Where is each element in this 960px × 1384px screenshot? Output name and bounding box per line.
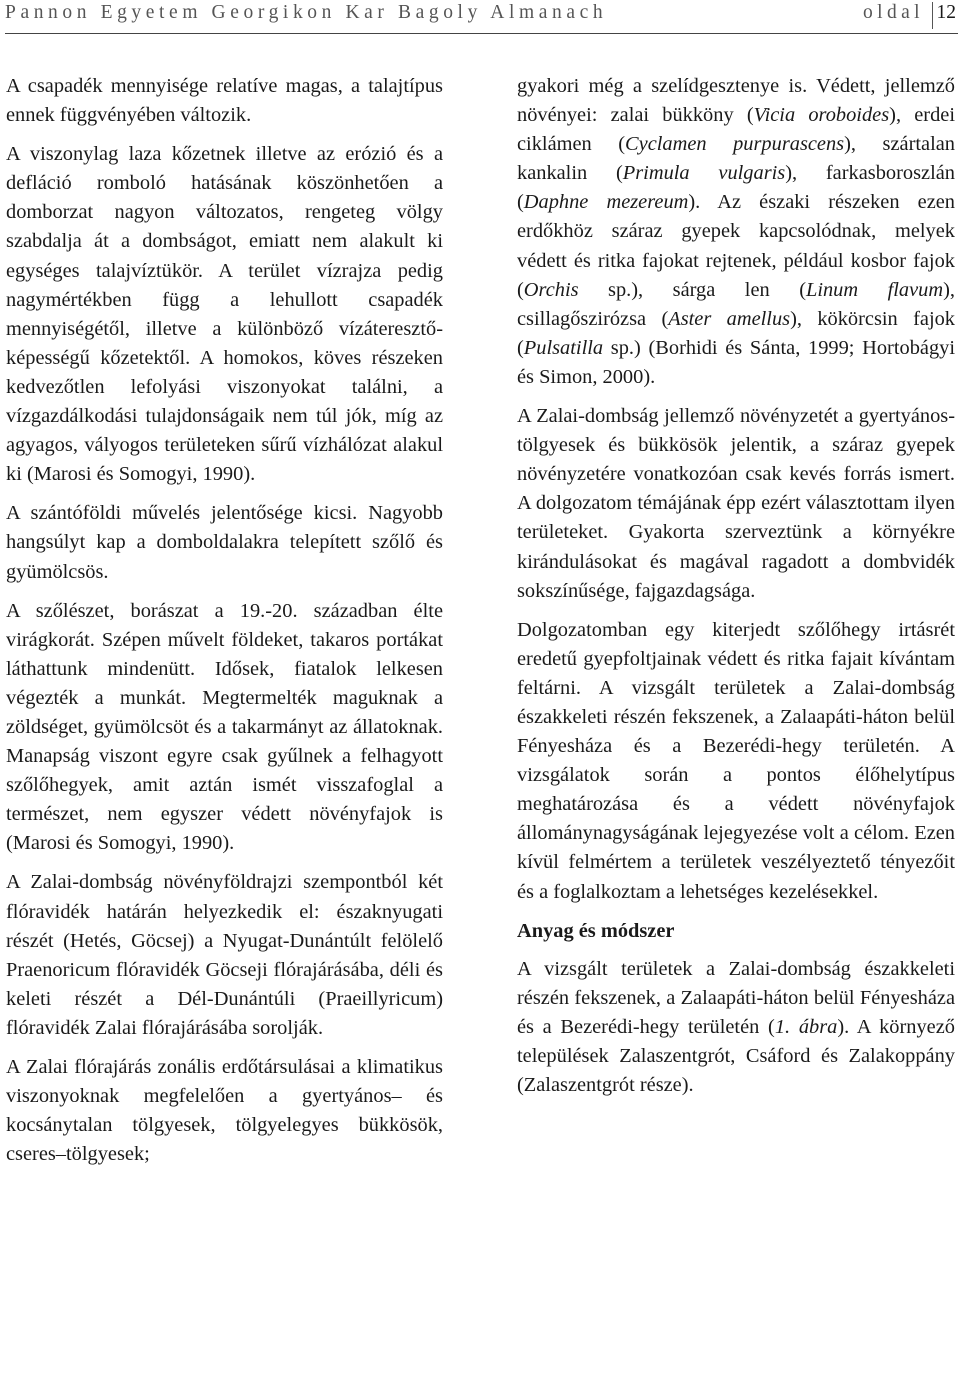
- paragraph: A csapadék mennyisége relatíve magas, a talajtípus ennek függvényében változik.: [6, 75, 443, 127]
- text-run: sp.), sárga len (: [578, 278, 806, 301]
- text-run: ), erdei ciklámen (: [517, 104, 956, 156]
- text-run: ). Az északi részeken ezen erdőkhöz száraz gyepek kapcsolódnak, melyek védett és ritka fajokat rejtenek, például kosbor fajok (: [517, 191, 955, 301]
- text-run: ), kökörcsin fajok (: [517, 307, 956, 359]
- page-number: 12: [936, 2, 956, 23]
- paragraph: A Zalai-dombság jellemző növényzetét a gyertyános-tölgyesek és bükkösök jelentik, a száraz gyepek növényzetére vonatkozóan csak kevés forrás ismert. A dolgozatom témájának épp ezért választottam ilyen területeket. Gyakorta szerveztünk a környékre kirándulásokat és magával ragadott a dombvidék sokszínűsége, fajgazdagsága.: [517, 405, 955, 602]
- text-run: sp.) (Borhidi és Sánta, 1999; Hortobágyi és Simon, 2000).: [517, 336, 955, 388]
- text-run: A vizsgált területek a Zalai-dombság északkeleti részén fekszenek, a Zalaapáti-háton belül Fényesháza és a Bezerédi-hegy területén (: [517, 957, 955, 1038]
- journal-title: Pannon Egyetem Georgikon Kar Bagoly Almanach: [5, 2, 608, 23]
- species-name: Vicia oroboides: [753, 104, 890, 127]
- header-rule: [5, 33, 958, 34]
- paragraph: A Zalai-dombság növényföldrajzi szempontból két flóravidék határán helyezkedik el: északnyugati részét (Hetés, Göcsej) a Nyugat-Dunántúlt felölelő Praenoricum flóravidék Göcseji flórajárásába, déli és keleti részét a Dél-Dunántúli (Praeillyricum) flóravidék Zalai flórajárásába sorolják.: [6, 871, 443, 1039]
- paragraph: [517, 72, 955, 392]
- species-name: Pulsatilla: [523, 336, 604, 359]
- paragraph: A szőlészet, borászat a 19.-20. században élte virágkorát. Szépen művelt földeket, takaros portákat láthattunk mindenütt. Idősek, fiatalok lelkesen végezték a munkát. Megtermelték maguknak a zöldséget, gyümölcsöt és a takarmányt az állatoknak. Manapság viszont egyre csak gyűlnek a felhagyott szőlőhegyek, amit aztán ismét visszafoglal a természet, nem egyszer védett növényfajok is (Marosi és Somogyi, 1990).: [6, 599, 443, 855]
- paragraph: [517, 955, 955, 1100]
- text-run: ), csillagőszirózsa (: [517, 278, 955, 330]
- section-heading: Anyag és módszer: [517, 919, 675, 942]
- paragraph: A viszonylag laza kőzetnek illetve az erózió és a defláció romboló hatásának köszönhetően a domborzat nagyon változatos, rengeteg völgy szabdalja át a dombságot, emiatt nem alakult ki egységes talajvíztükör. A terület vízrajza pedig nagymértékben függ a lehullott csapadék mennyiségétől, illetve a különböző vízáteresztő-képességű kőzetektől. A homokos, köves részeken kedvezőtlen lefolyási viszonyokat találni, a vízgazdálkodási tulajdonságaik nem túl jók, míg az agyagos, vályogos területeken sűrű vízhálózat alakul ki (Marosi és Somogyi, 1990).: [6, 143, 443, 486]
- species-name: Aster amellus: [668, 307, 791, 330]
- page-header: [5, 0, 958, 33]
- species-name: Linum flavum: [805, 278, 944, 301]
- species-name: Daphne mezereum: [523, 191, 689, 214]
- figure-reference: 1. ábra: [774, 1015, 838, 1038]
- paragraph: A szántóföldi művelés jelentősége kicsi. Nagyobb hangsúlyt kap a domboldalakra telepített szőlő és gyümölcsös.: [6, 502, 443, 583]
- paragraph: A Zalai flórajárás zonális erdőtársulásai a klimatikus viszonyoknak megfelelően a gyertyános– és kocsánytalan tölgyesek, tölgyelegyes bükkösök, cseres–tölgyesek;: [6, 1056, 443, 1166]
- species-name: Orchis: [523, 278, 579, 301]
- species-name: Primula vulgaris: [622, 162, 786, 185]
- header-separator: [932, 2, 933, 29]
- text-run: ), farkasboroszlán (: [517, 162, 955, 214]
- right-column: [517, 72, 955, 1110]
- left-column: [6, 72, 443, 1179]
- text-run: ), szártalan kankalin (: [517, 133, 955, 185]
- text-run: ). A környező települések Zalaszentgrót, Csáford és Zalakoppány (Zalaszentgrót része).: [517, 1015, 955, 1097]
- text-run: gyakori még a szelídgesztenye is. Védett, jellemző növényei: zalai bükköny (: [517, 75, 955, 127]
- species-name: Cyclamen purpurascens: [625, 133, 845, 156]
- page-label: oldal: [863, 2, 924, 23]
- paragraph: Dolgozatomban egy kiterjedt szőlőhegy irtásrét eredetű gyepfoltjainak védett és ritka fajait kívántam feltárni. A vizsgált területek a Zalai-dombság északkeleti részén fekszenek, a Zalaapáti-háton belül Fényesháza és a Bezerédi-hegy területén. A vizsgálatok során a pontos élőhelytípus meghatározása és a védett növényfajok állománynagyságának lejegyezése volt a célom. Ezen kívül felmértem a területek veszélyeztető tényezőit és a foglalkoztam a lehetséges kezelésekkel.: [517, 618, 955, 903]
